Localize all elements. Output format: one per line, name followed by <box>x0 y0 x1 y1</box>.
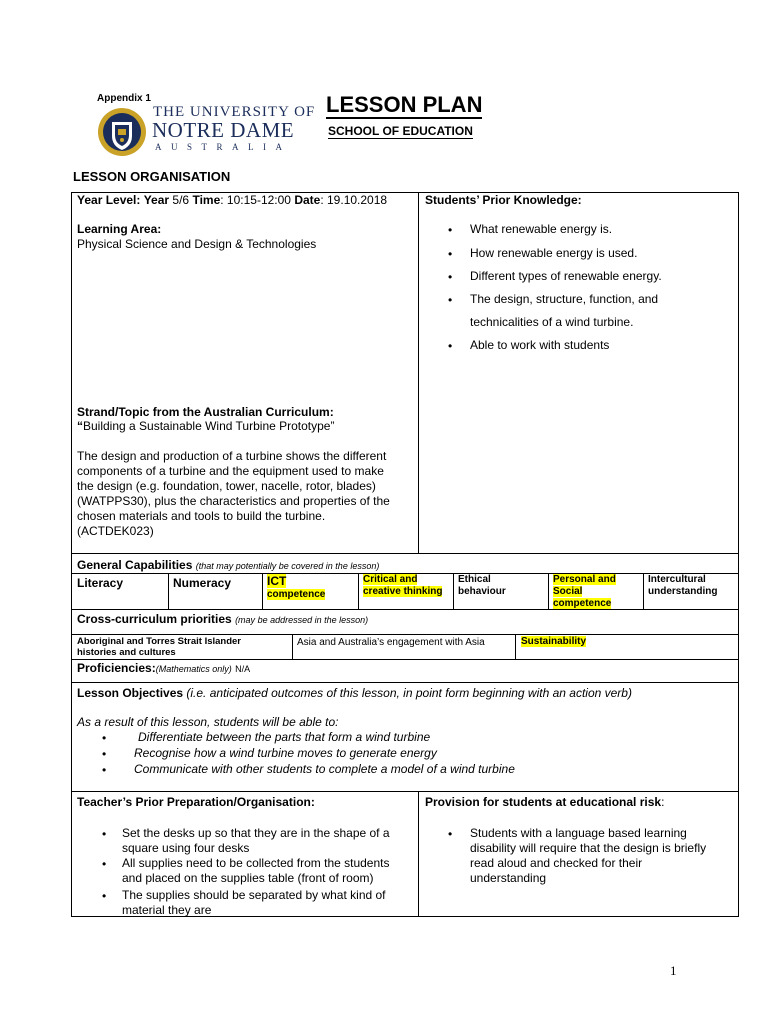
bullet-icon: • <box>448 223 453 237</box>
cross-curriculum-label: Cross-curriculum priorities <box>77 612 232 626</box>
university-name-line3: AUSTRALIA <box>155 142 292 152</box>
list-item: Differentiate between the parts that form a wind turbine <box>138 730 431 744</box>
page-number: 1 <box>670 963 677 978</box>
prior-knowledge-label: Students’ Prior Knowledge: <box>425 193 582 207</box>
risk-item: Students with a language based learning disability will require that the design is briefly read aloud and checked for their understanding <box>470 826 707 885</box>
cross-curriculum-note: (may be addressed in the lesson) <box>235 615 369 625</box>
strand-description-line: (WATPPS30), plus the characteristics and properties of the <box>77 494 390 508</box>
objectives-note: (i.e. anticipated outcomes of this lesson, in point form beginning with an action verb) <box>186 686 632 700</box>
bullet-icon: • <box>102 731 107 745</box>
objectives-header <box>77 686 632 701</box>
general-capabilities-label: General Capabilities <box>77 558 193 572</box>
proficiencies-row <box>77 661 250 677</box>
bullet-icon: • <box>102 747 107 761</box>
year-level-prefix: Year <box>143 193 170 207</box>
priority-sustainability: Sustainability <box>521 636 587 647</box>
year-level-value: 5/6 <box>172 193 190 207</box>
capability-ict: ICT competence <box>267 574 326 600</box>
proficiencies-value: N/A <box>235 664 251 674</box>
date-value: : 19.10.2018 <box>320 193 388 207</box>
bullet-icon: • <box>448 293 453 307</box>
general-capabilities-note: (that may potentially be covered in the lesson) <box>195 561 380 571</box>
objectives-label: Lesson Objectives <box>77 686 184 700</box>
bullet-icon: • <box>448 270 453 284</box>
list-item: Different types of renewable energy. <box>470 269 662 283</box>
strand-label: Strand/Topic from the Australian Curriculum: <box>77 405 334 419</box>
learning-area-label: Learning Area: <box>77 222 162 236</box>
cross-curriculum-header <box>77 612 368 628</box>
priority-asia: Asia and Australia’s engagement with Asia <box>297 637 485 648</box>
bullet-icon: • <box>102 857 107 871</box>
list-item: All supplies need to be collected from the students and placed on the supplies table (front of room) <box>122 856 390 885</box>
risk-header: Provision for students at educational risk: <box>425 795 665 809</box>
capability-literacy: Literacy <box>77 576 124 590</box>
list-item: technicalities of a wind turbine. <box>470 315 634 329</box>
objectives-intro: As a result of this lesson, students will be able to: <box>77 715 339 729</box>
priority-aboriginal: Aboriginal and Torres Strait Islander histories and cultures <box>77 636 241 658</box>
list-item: The supplies should be separated by what kind of material they are <box>122 888 386 917</box>
section-title: LESSON ORGANISATION <box>73 169 231 184</box>
list-item: How renewable energy is used. <box>470 246 638 260</box>
strand-quote-open: “ <box>77 419 83 433</box>
school-name: SCHOOL OF EDUCATION <box>328 124 473 138</box>
appendix-label: Appendix 1 <box>97 93 151 104</box>
preparation-label: Teacher’s Prior Preparation/Organisation: <box>77 795 315 809</box>
strand-description-line: (ACTDEK023) <box>77 524 154 538</box>
list-item: Recognise how a wind turbine moves to generate energy <box>134 746 437 760</box>
capability-ethical: Ethical behaviour <box>458 574 506 597</box>
time-value: : 10:15-12:00 <box>220 193 291 207</box>
capability-personal-social: Personal and Social competence <box>553 574 616 609</box>
strand-description-line: the design (e.g. foundation, tower, nacelle, rotor, blades) <box>77 479 376 493</box>
bullet-icon: • <box>102 889 107 903</box>
strand-description-line: chosen materials and tools to build the turbine. <box>77 509 326 523</box>
bullet-icon: • <box>448 339 453 353</box>
university-name-line2: NOTRE DAME <box>152 118 295 142</box>
strand-value: Building a Sustainable Wind Turbine Prototype” <box>83 419 335 433</box>
university-crest-icon <box>97 106 147 158</box>
strand-description-line: The design and production of a turbine shows the different <box>77 449 387 463</box>
general-capabilities-header <box>77 558 379 574</box>
list-item: What renewable energy is. <box>470 222 613 236</box>
list-item: Set the desks up so that they are in the shape of a square using four desks <box>122 826 390 855</box>
list-item: Able to work with students <box>470 338 610 352</box>
proficiencies-label: Proficiencies: <box>77 661 156 675</box>
risk-label: Provision for students at educational risk <box>425 795 662 809</box>
time-label: Time <box>192 193 221 207</box>
capability-numeracy: Numeracy <box>173 576 232 590</box>
capability-intercultural: Intercultural understanding <box>648 574 718 597</box>
strand-topic <box>77 419 334 434</box>
page-title: LESSON PLAN <box>326 92 483 117</box>
university-name-line1: THE UNIVERSITY OF <box>153 104 316 120</box>
bullet-icon: • <box>102 827 107 841</box>
list-item: The design, structure, function, and <box>470 292 659 306</box>
university-logo <box>97 104 316 158</box>
proficiencies-note: (Mathematics only) <box>155 664 232 674</box>
learning-area-value: Physical Science and Design & Technologies <box>77 237 317 251</box>
lesson-details-line <box>77 193 387 208</box>
bullet-icon: • <box>448 247 453 261</box>
year-level-label: Year Level: <box>77 193 141 207</box>
bullet-icon: • <box>448 827 453 841</box>
capability-critical-creative: Critical and creative thinking <box>363 574 443 597</box>
strand-description-line: components of a turbine and the equipment used to make <box>77 464 384 478</box>
date-label: Date <box>294 193 321 207</box>
list-item: Communicate with other students to complete a model of a wind turbine <box>134 762 515 776</box>
strand-description <box>77 449 390 539</box>
bullet-icon: • <box>102 763 107 777</box>
